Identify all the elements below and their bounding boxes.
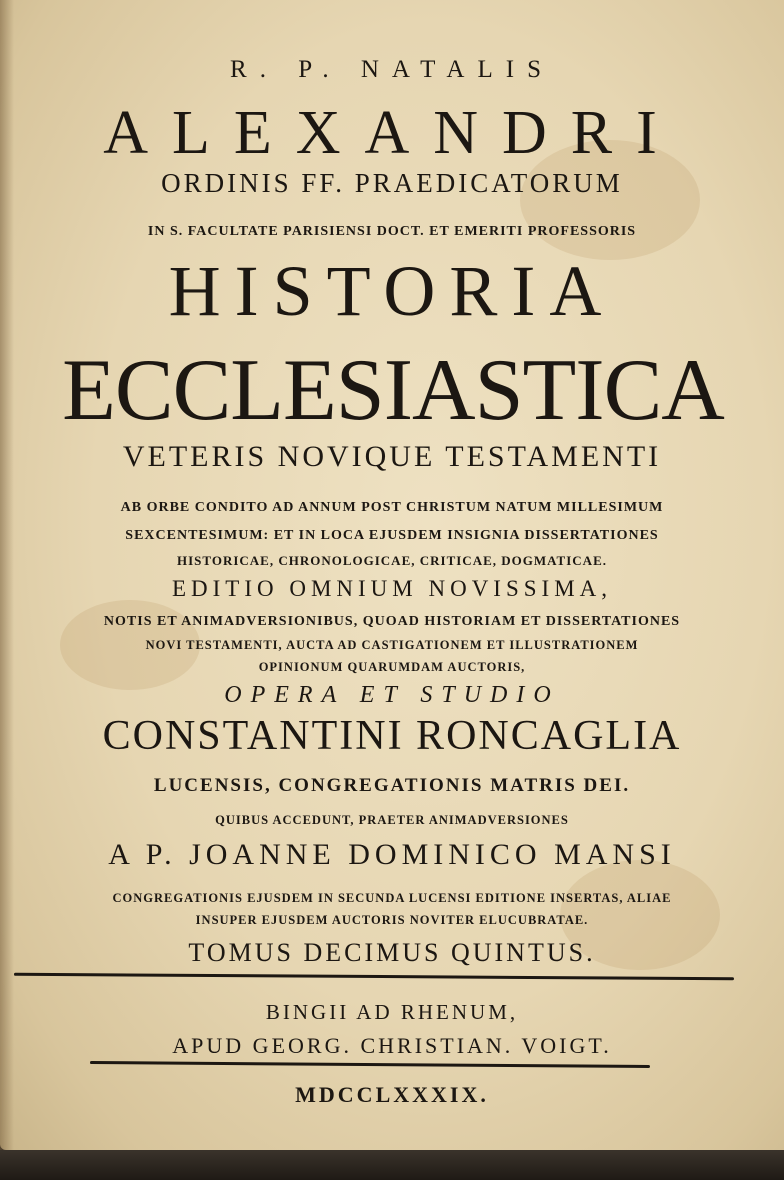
edition-line: EDITIO OMNIUM NOVISSIMA, xyxy=(171,576,613,601)
background-surface xyxy=(0,1150,784,1180)
subtitle: VETERIS NOVIQUE TESTAMENTI xyxy=(122,440,662,473)
editor-description: LUCENSIS, CONGREGATIONIS MATRIS DEI. xyxy=(153,775,631,796)
editor-name: CONSTANTINI RONCAGLIA xyxy=(102,713,682,759)
divider-rule xyxy=(90,1061,650,1068)
author-prefix: R. P. NATALIS xyxy=(230,56,554,83)
notes-line-3: OPINIONUM QUARUMDAM AUCTORIS, xyxy=(258,660,526,674)
accedunt-line: QUIBUS ACCEDUNT, PRAETER ANIMADVERSIONES xyxy=(215,813,569,827)
mansi-description-1: CONGREGATIONIS EJUSDEM IN SECUNDA LUCENSI EDITIONE INSERTAS, ALIAE xyxy=(112,891,672,905)
description-line-2: SEXCENTESIMUM: ET IN LOCA EJUSDEM INSIGNIA DISSERTATIONES xyxy=(125,528,659,543)
notes-line-1: NOTIS ET ANIMADVERSIONIBUS, QUOAD HISTORIAM ET DISSERTATIONES xyxy=(103,614,681,629)
mansi-line: A P. JOANNE DOMINICO MANSI xyxy=(108,838,676,871)
author-name: ALEXANDRI xyxy=(103,99,681,167)
imprint-place: BINGII AD RHENUM, xyxy=(265,1000,519,1024)
description-line-1: AB ORBE CONDITO AD ANNUM POST CHRISTUM NATUM MILLESIMUM xyxy=(120,500,664,515)
divider-rule xyxy=(14,973,734,980)
imprint-publisher: APUD GEORG. CHRISTIAN. VOIGT. xyxy=(172,1033,612,1058)
notes-line-2: NOVI TESTAMENTI, AUCTA AD CASTIGATIONEM ET ILLUSTRATIONEM xyxy=(145,638,639,652)
faculty-line: IN S. FACULTATE PARISIENSI DOCT. ET EMERITI PROFESSORIS xyxy=(147,224,637,239)
title-line-1: HISTORIA xyxy=(168,251,616,331)
order-line: ORDINIS FF. PRAEDICATORUM xyxy=(161,168,623,198)
title-line-2: ECCLESIASTICA xyxy=(62,342,724,439)
imprint-year: MDCCLXXXIX. xyxy=(295,1082,489,1107)
tome-line: TOMUS DECIMUS QUINTUS. xyxy=(188,938,596,967)
mansi-description-2: INSUPER EJUSDEM AUCTORIS NOVITER ELUCUBRATAE. xyxy=(195,913,589,927)
opera-line: OPERA ET STUDIO xyxy=(224,682,560,708)
description-line-3: HISTORICAE, CHRONOLOGICAE, CRITICAE, DOGMATICAE. xyxy=(177,553,607,568)
